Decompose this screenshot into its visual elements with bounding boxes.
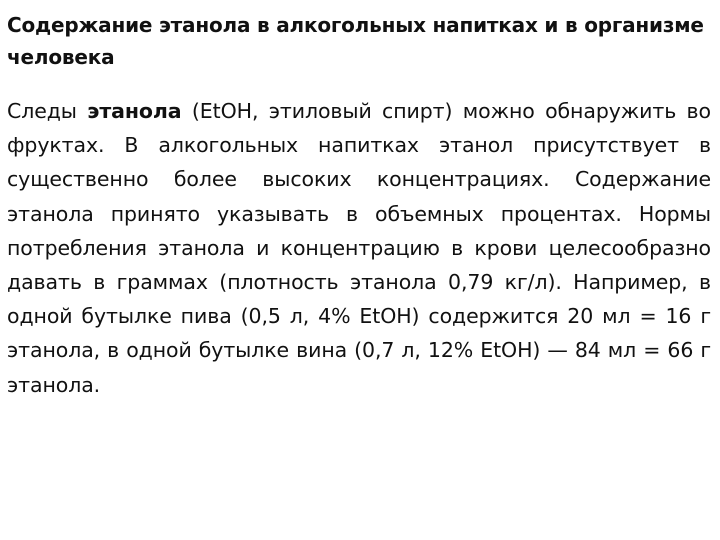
- slide-title: Содержание этанола в алкогольных напитках и в организме человека: [7, 13, 704, 69]
- paragraph-lead: Следы: [7, 99, 88, 123]
- bold-term: этанола: [87, 99, 182, 123]
- paragraph-rest: (EtOH, этиловый спирт) можно обнаружить во фруктах. В алкогольных напитках этанол присутствует в существенно более высоких концентрациях. Содержание этанола принято указывать в объемных процентах. Нормы потребления этанола и концентрацию в крови целесообразно давать в граммах (плотность этанола 0,79 кг/л). Например, в одной бутылке пива (0,5 л, 4% EtOH) содержится 20 мл = 16 г этанола, в одной бутылке вина (0,7 л, 12% EtOH) — 84 мл = 66 г этанола.: [7, 99, 711, 397]
- body-paragraph: [7, 94, 711, 402]
